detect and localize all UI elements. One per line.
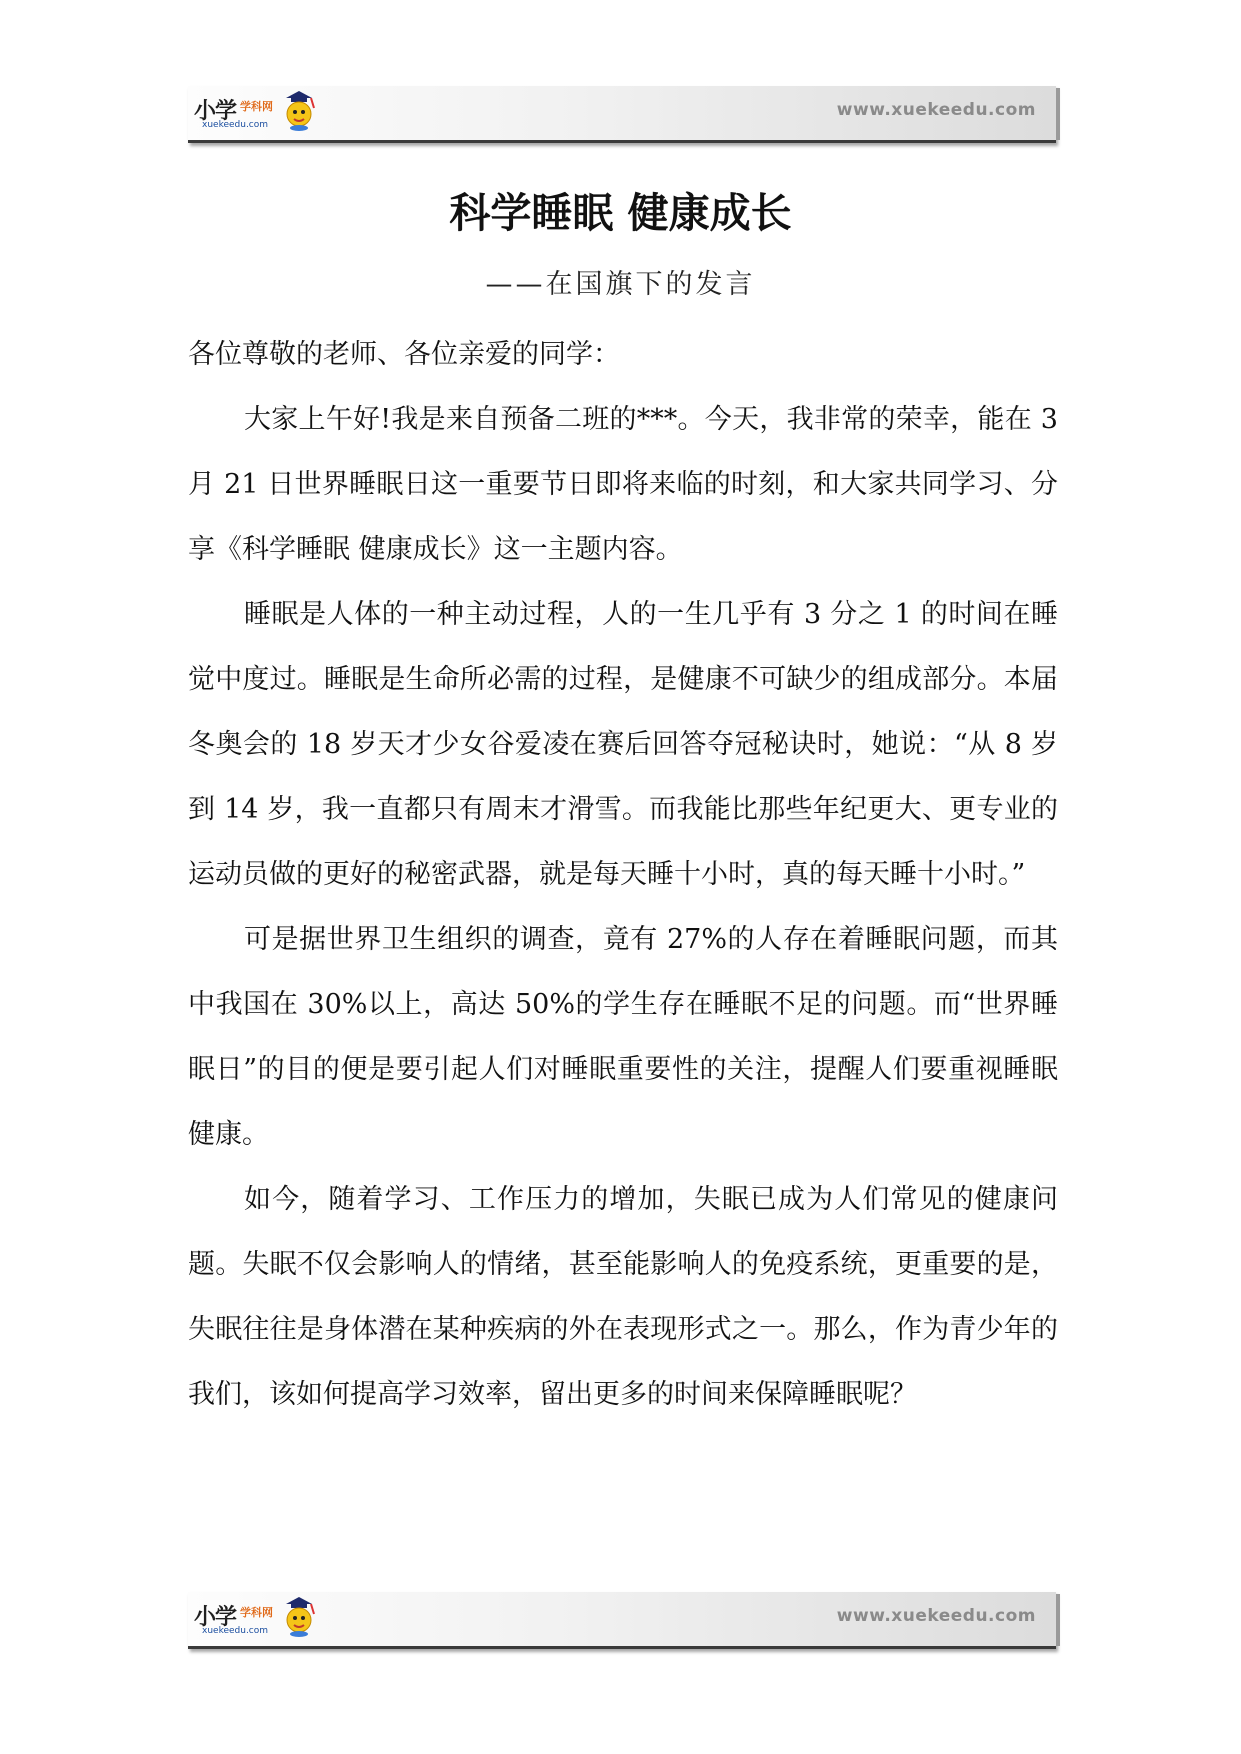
site-url[interactable]: www.xuekeedu.com [836, 100, 1036, 120]
logo-url-text: xuekeedu.com [202, 120, 269, 130]
logo-sub-text: 学科网 [240, 1606, 273, 1619]
logo-sub-text: 学科网 [240, 100, 273, 113]
logo-main-text: 小学 [194, 99, 237, 124]
mascot-icon [280, 1594, 318, 1638]
footer-banner [188, 1592, 1056, 1649]
document-title: 科学睡眠 健康成长 [449, 189, 792, 237]
header-banner [188, 86, 1056, 143]
banner-corner [1056, 1594, 1060, 1646]
logo-url-text: xuekeedu.com [202, 1626, 269, 1636]
paragraph: 可是据世界卫生组织的调查，竟有 27%的人存在着睡眠问题，而其中我国在 30%以上，高达 50%的学生存在睡眠不足的问题。而“世界睡眠日”的目的便是要引起人们对睡眠重要性的关注，提醒人们要重视睡眠健康。 [188, 924, 1058, 1150]
logo-main-text: 小学 [194, 1605, 237, 1630]
site-logo[interactable] [188, 94, 318, 134]
site-logo[interactable] [188, 1600, 318, 1640]
mascot-icon [280, 88, 318, 132]
paragraph: 如今，随着学习、工作压力的增加，失眠已成为人们常见的健康问题。失眠不仅会影响人的情绪，甚至能影响人的免疫系统，更重要的是，失眠往往是身体潜在某种疾病的外在表现形式之一。那么，作为青少年的我们，该如何提高学习效率，留出更多的时间来保障睡眠呢？ [188, 1184, 1058, 1410]
site-url[interactable]: www.xuekeedu.com [836, 1606, 1036, 1626]
document-subtitle: ——在国旗下的发言 [485, 269, 756, 300]
paragraph: 睡眠是人体的一种主动过程，人的一生几乎有 3 分之 1 的时间在睡觉中度过。睡眠是生命所必需的过程，是健康不可缺少的组成部分。本届冬奥会的 18 岁天才少女谷爱凌在赛后回答夺冠秘诀时，她说：“从 8 岁到 14 岁，我一直都只有周末才滑雪。而我能比那些年纪更大、更专业的运动员做的更好的秘密武器，就是每天睡十小时，真的每天睡十小时。” [188, 599, 1058, 890]
paragraph: 大家上午好!我是来自预备二班的***。今天，我非常的荣幸，能在 3 月 21 日世界睡眠日这一重要节日即将来临的时刻，和大家共同学习、分享《科学睡眠 健康成长》这一主题内容。 [188, 404, 1058, 565]
document-body [188, 322, 1058, 1427]
banner-corner [1056, 88, 1060, 140]
salutation: 各位尊敬的老师、各位亲爱的同学： [188, 339, 620, 370]
